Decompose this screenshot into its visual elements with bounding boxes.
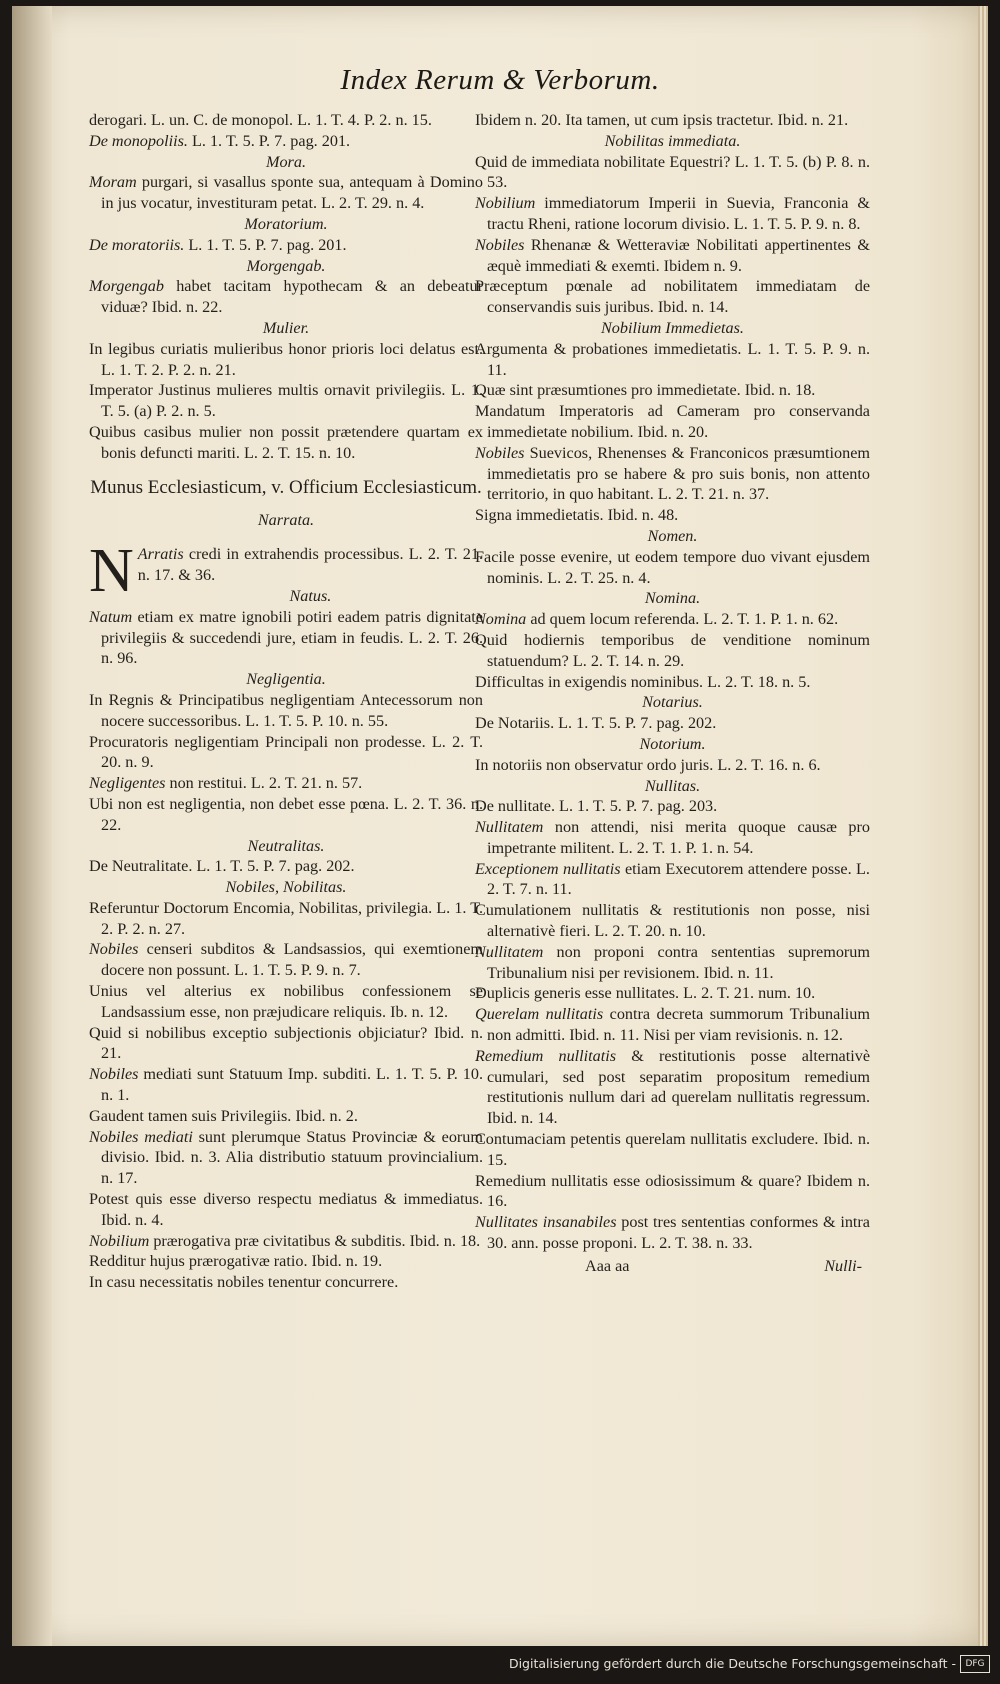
entry-text: Procuratoris negligentiam Principali non prodesse. L. 2. T. 20. n. 9. <box>89 732 483 772</box>
entry-keyword: Nobilium <box>475 194 536 213</box>
entry-text: Gaudent tamen suis Privilegiis. Ibid. n. 2. <box>89 1106 358 1125</box>
index-entry <box>89 898 483 940</box>
index-entry <box>89 276 483 318</box>
entry-text: Quid hodiernis temporibus de venditione nominum statuendum? L. 2. T. 14. n. 29. <box>475 630 870 670</box>
entry-keyword: Querelam nullitatis <box>475 1005 604 1024</box>
entry-keyword: De moratoriis. <box>89 235 185 254</box>
index-heading: Nobiles, Nobilitas. <box>225 878 347 897</box>
index-entry <box>89 131 483 152</box>
index-entry <box>475 443 870 505</box>
entry-text: Contumaciam petentis querelam nullitatis excludere. Ibid. n. 15. <box>475 1130 870 1169</box>
index-entry <box>475 609 870 630</box>
index-entry <box>475 1004 870 1046</box>
index-entry <box>475 713 870 734</box>
entry-text: Ubi non est negligentia, non debet esse pœna. L. 2. T. 36. n. 22. <box>89 794 483 834</box>
entry-keyword: Nobiles mediati <box>89 1127 193 1146</box>
index-heading: Nomen. <box>647 526 698 545</box>
entry-keyword: Natum <box>89 607 133 626</box>
index-entry <box>475 796 870 817</box>
page-header: Index Rerum & Verborum. <box>340 64 660 96</box>
entry-text: sunt plerumque Status Provinciæ & eorum divisio. Ibid. n. 3. Alia distributio statuum provincialium. n. 17. <box>101 1127 483 1188</box>
entry-text: Cumulationem nullitatis & restitutionis non posse, nisi alternativè fieri. L. 2. T. 20. n. 10. <box>475 901 870 941</box>
entry-text: In casu necessitatis nobiles tenentur concurrere. <box>89 1273 399 1292</box>
index-entry <box>89 1023 483 1065</box>
left-column <box>89 110 483 1293</box>
index-entry <box>89 110 483 131</box>
index-entry <box>475 942 870 984</box>
index-entry <box>89 1251 483 1272</box>
entry-text: Rhenanæ & Wetteraviæ Nobilitati appertinentes & æquè immediati & exemti. Ibidem n. 9. <box>487 235 870 275</box>
index-entry <box>475 152 870 194</box>
index-entry <box>89 172 483 214</box>
signature-mark: Aaa aa <box>585 1256 630 1275</box>
index-entry <box>89 607 483 669</box>
entry-keyword: Moram <box>89 173 137 192</box>
entry-text: non proponi contra sententias supremorum Tribunalium nisi per revisionem. Ibid. n. 11. <box>487 942 870 982</box>
index-entry <box>89 235 483 256</box>
index-cross-reference: Munus Ecclesiasticum, v. Officium Ecclesiasticum. <box>90 476 482 498</box>
entry-text: Difficultas in exigendis nominibus. L. 2. T. 18. n. 5. <box>475 672 811 691</box>
entry-keyword: Remedium nullitatis <box>475 1046 617 1065</box>
entry-text: Præceptum pœnale ad nobilitatem immediatam de conservandis suis juribus. Ibid. n. 14. <box>475 277 870 317</box>
entry-text: etiam ex matre ignobili potiri eadem patris dignitate privilegiis & succedendi jure, etiam in feudis. L. 2. T. 26. n. 96. <box>101 607 483 668</box>
entry-text: censeri subditos & Landsassios, qui exemtionem docere non possunt. L. 1. T. 5. P. 9. n. 7. <box>101 940 483 980</box>
entry-text: Quid de immediata nobilitate Equestri? L. 1. T. 5. (b) P. 8. n. 53. <box>475 152 870 192</box>
index-entry <box>89 773 483 794</box>
entry-keyword: Exceptionem nullitatis <box>475 859 621 878</box>
index-entry <box>89 794 483 836</box>
entry-text: Quibus casibus mulier non possit prætendere quartam ex bonis defuncti mariti. L. 2. T. 15. n. 10. <box>89 422 483 462</box>
index-entry <box>89 380 483 422</box>
entry-text: L. 1. T. 5. P. 7. pag. 201. <box>184 235 347 254</box>
index-entry <box>475 193 870 235</box>
index-entry <box>89 1127 483 1189</box>
entry-text: & restitutionis posse alternativè cumulari, sed post separatim propositum remedium restitutionis nullum dari ad querelam nullitatis regressum. Ibid. n. 14. <box>487 1046 871 1128</box>
entry-keyword: Arratis <box>137 545 184 564</box>
entry-text: mediati sunt Statuum Imp. subditi. L. 1. T. 5. P. 10. n. 1. <box>101 1065 483 1105</box>
catchword: Nulli- <box>824 1256 862 1275</box>
entry-keyword: Nobiles <box>89 940 139 959</box>
drop-cap: N <box>89 537 134 606</box>
entry-text: Remedium nullitatis esse odiosissimum & quare? Ibidem n. 16. <box>475 1171 870 1211</box>
index-heading: Nullitas. <box>644 776 701 795</box>
right-column <box>475 110 870 1277</box>
index-entry <box>89 339 483 381</box>
entry-text: Facile posse evenire, ut eodem tempore duo vivant ejusdem nominis. L. 2. T. 25. n. 4. <box>475 547 870 587</box>
entry-keyword: Nobilium <box>89 1231 150 1250</box>
index-entry <box>475 110 870 131</box>
index-heading: Narrata. <box>257 510 315 529</box>
entry-text: Signa immedietatis. Ibid. n. 48. <box>475 506 679 525</box>
footer-credit: Digitalisierung gefördert durch die Deutsche Forschungsgemeinschaft - <box>508 1656 956 1671</box>
entry-text: Unius vel alterius ex nobilibus confessionem se Landsassium esse, non præjudicare reliquis. Ib. n. 12. <box>89 982 483 1021</box>
index-entry <box>89 1189 483 1231</box>
index-entry <box>89 1064 483 1106</box>
entry-text: Quæ sint præsumtiones pro immedietate. Ibid. n. 18. <box>475 381 816 400</box>
entry-keyword: Morgengab <box>89 277 164 296</box>
entry-text: Referuntur Doctorum Encomia, Nobilitas, privilegia. L. 1. T. 2. P. 2. n. 27. <box>89 898 483 938</box>
index-entry <box>89 939 483 981</box>
index-entry <box>475 1129 870 1171</box>
entry-text: In Regnis & Principatibus negligentiam Antecessorum non nocere successoribus. L. 1. T. 5. P. 10. n. 55. <box>89 690 483 730</box>
index-entry <box>89 1231 483 1252</box>
index-entry <box>475 505 870 526</box>
entry-keyword: De monopoliis. <box>89 131 188 150</box>
index-entry <box>475 1171 870 1213</box>
index-entry <box>89 981 483 1023</box>
index-entry <box>89 1272 483 1293</box>
entry-text: In legibus curiatis mulieribus honor prioris loci delatus est. L. 1. T. 2. P. 2. n. 21. <box>89 339 483 379</box>
entry-text: habet tacitam hypothecam & an debeatur viduæ? Ibid. n. 22. <box>101 277 483 317</box>
footer-bar <box>0 1646 1000 1684</box>
index-entry <box>475 983 870 1004</box>
book-page <box>12 6 988 1646</box>
entry-text: derogari. L. un. C. de monopol. L. 1. T. 4. P. 2. n. 15. <box>89 111 432 129</box>
entry-text: non restitui. L. 2. T. 21. n. 57. <box>165 774 363 793</box>
index-entry <box>475 1046 870 1129</box>
entry-text: Potest quis esse diverso respectu mediatus & immediatus. Ibid. n. 4. <box>89 1190 483 1229</box>
index-heading: Mora. <box>265 152 307 171</box>
entry-text: non attendi, nisi merita quoque causæ pro impetrante militent. L. 2. T. 1. P. 1. n. 54. <box>487 818 870 857</box>
entry-text: Duplicis generis esse nullitates. L. 2. T. 21. num. 10. <box>475 984 816 1003</box>
index-heading: Nobilitas immediata. <box>604 131 741 150</box>
page-edge <box>978 6 988 1646</box>
entry-text: Suevicos, Rhenenses & Franconicos præsumtionem immedietatis pro se habere & pro suis bonis, non attento territorio, in quo habitant. L. 2. T. 21. n. 37. <box>487 443 870 504</box>
entry-keyword: Nobiles <box>475 443 525 462</box>
index-entry <box>475 817 870 859</box>
index-entry <box>475 235 870 277</box>
index-heading: Nobilium Immedietas. <box>601 318 744 337</box>
entry-text: immediatorum Imperii in Suevia, Franconia & tractu Rheni, ratione locorum divisio. L. 1. T. 5. P. 9. n. 8. <box>487 194 870 233</box>
index-entry <box>475 276 870 318</box>
index-entry <box>475 1212 870 1254</box>
index-heading: Notorium. <box>639 734 706 753</box>
index-entry <box>89 1106 483 1127</box>
page-signature-line <box>475 1256 870 1277</box>
entry-text: Argumenta & probationes immedietatis. L. 1. T. 5. P. 9. n. 11. <box>475 339 870 379</box>
index-heading: Nomina. <box>644 589 701 608</box>
entry-text: Imperator Justinus mulieres multis ornavit privilegiis. L. 1. T. 5. (a) P. 2. n. 5. <box>89 381 483 421</box>
index-heading: Morgengab. <box>246 256 326 275</box>
index-heading: Natus. <box>289 586 332 605</box>
dfg-logo: DFG <box>960 1655 990 1673</box>
index-entry <box>475 401 870 443</box>
entry-text: Redditur hujus prærogativæ ratio. Ibid. n. 19. <box>89 1252 383 1271</box>
entry-text: Ibidem n. 20. Ita tamen, ut cum ipsis tractetur. Ibid. n. 21. <box>475 111 849 129</box>
index-entry <box>89 690 483 732</box>
entry-text: contra decreta summorum Tribunalium non admitti. Ibid. n. 11. Nisi per viam revisionis. n. 12. <box>487 1005 870 1045</box>
entry-keyword: Nullitatem <box>475 942 544 961</box>
entry-text: De Notariis. L. 1. T. 5. P. 7. pag. 202. <box>475 714 717 733</box>
entry-text: In notoriis non observatur ordo juris. L. 2. T. 16. n. 6. <box>475 755 821 774</box>
entry-text: prærogativa præ civitatibus & subditis. Ibid. n. 18. <box>149 1231 481 1250</box>
entry-keyword: Nomina <box>475 610 527 629</box>
entry-text: De Neutralitate. L. 1. T. 5. P. 7. pag. 202. <box>89 857 355 876</box>
index-heading: Moratorium. <box>244 214 328 233</box>
entry-text: L. 1. T. 5. P. 7. pag. 201. <box>187 131 351 150</box>
index-entry <box>89 422 483 464</box>
page-gutter <box>12 6 52 1646</box>
entry-text: post tres sententias conformes & intra 30. ann. posse proponi. L. 2. T. 38. n. 33. <box>487 1213 870 1253</box>
index-entry <box>475 339 870 381</box>
entry-keyword: Negligentes <box>89 774 166 793</box>
entry-keyword: Nobiles <box>475 235 525 254</box>
entry-text: credi in extrahendis processibus. L. 2. T. 21. n. 17. & 36. <box>137 545 483 585</box>
entry-text: etiam Executorem attendere posse. L. 2. T. 7. n. 11. <box>487 859 870 899</box>
index-entry <box>475 900 870 942</box>
index-entry <box>475 672 870 693</box>
entry-text: De nullitate. L. 1. T. 5. P. 7. pag. 203. <box>475 797 718 816</box>
index-heading: Negligentia. <box>246 670 326 689</box>
index-heading: Notarius. <box>642 693 703 712</box>
index-entry <box>475 547 870 589</box>
index-entry <box>475 380 870 401</box>
entry-keyword: Nullitates insanabiles <box>475 1213 617 1232</box>
index-entry <box>475 630 870 672</box>
index-entry <box>89 856 483 877</box>
entry-text: Quid si nobilibus exceptio subjectionis objiciatur? Ibid. n. 21. <box>89 1023 483 1063</box>
entry-text: Mandatum Imperatoris ad Cameram pro conservanda immedietate nobilium. Ibid. n. 20. <box>475 402 870 441</box>
index-heading: Neutralitas. <box>247 836 325 855</box>
index-entry <box>475 755 870 776</box>
entry-keyword: Nobiles <box>89 1065 139 1084</box>
index-entry <box>89 732 483 774</box>
index-heading: Mulier. <box>262 318 310 337</box>
entry-text: ad quem locum referenda. L. 2. T. 1. P. 1. n. 62. <box>526 610 839 629</box>
entry-keyword: Nullitatem <box>475 818 544 837</box>
index-entry <box>475 859 870 901</box>
entry-text: purgari, si vasallus sponte sua, antequam à Domino in jus vocatur, investituram petat. L. 2. T. 29. n. 4. <box>101 173 483 213</box>
